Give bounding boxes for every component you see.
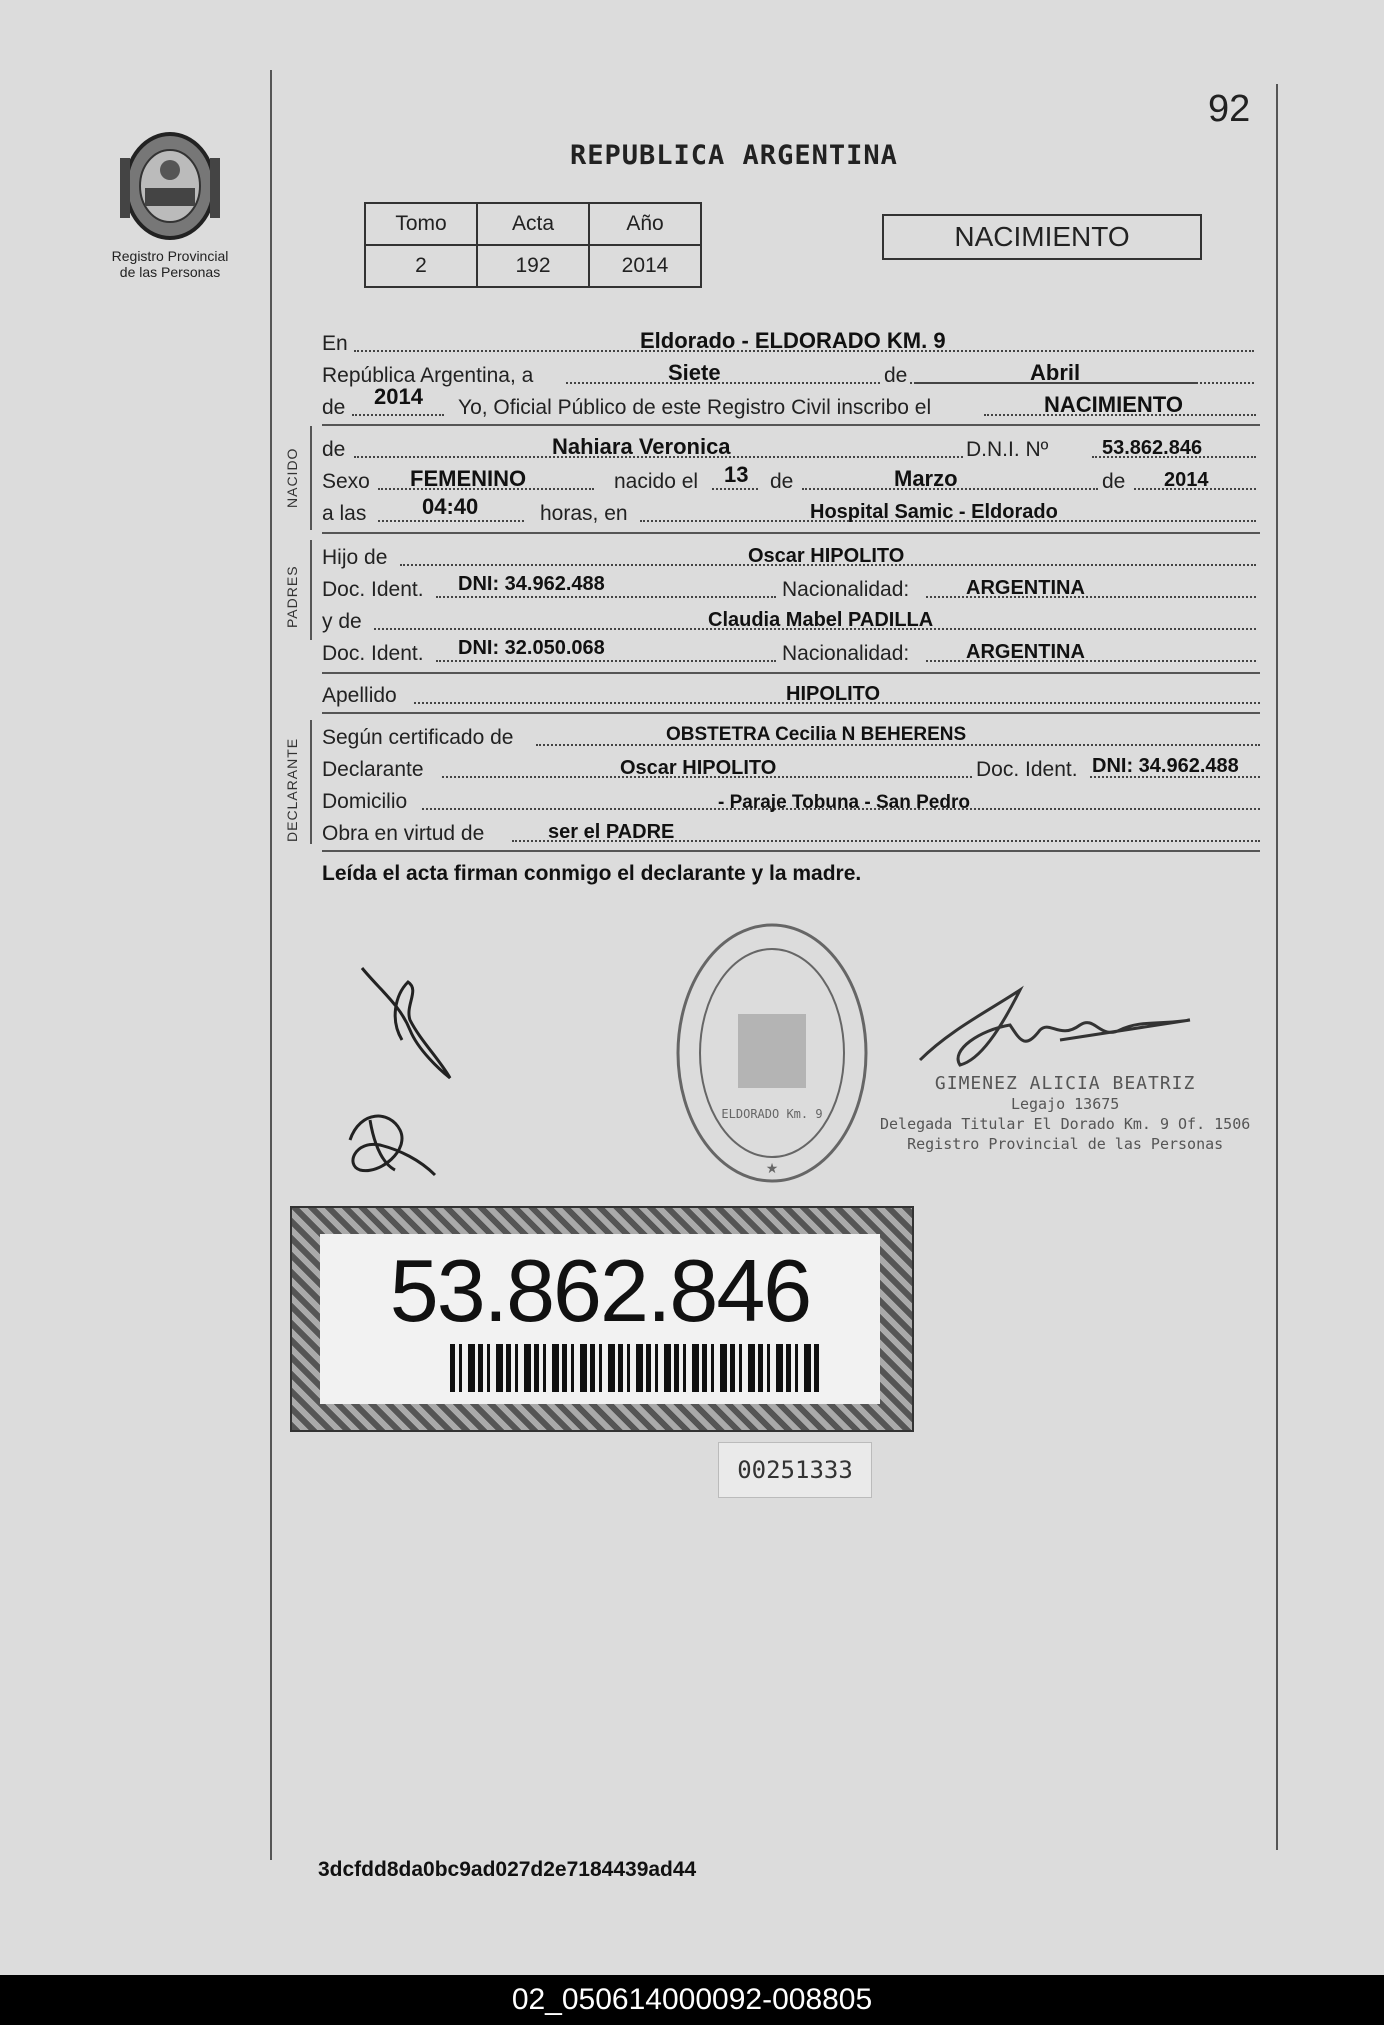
serial-number: 00251333 bbox=[718, 1442, 872, 1498]
hijo-label: Hijo de bbox=[322, 546, 388, 569]
mother-nat-label: Nacionalidad: bbox=[782, 642, 910, 665]
dni-sticker-number: 53.862.846 bbox=[389, 1241, 811, 1340]
logo-caption-2: de las Personas bbox=[119, 264, 221, 280]
year-prefix: de bbox=[322, 396, 346, 419]
de3-label: de bbox=[1102, 470, 1126, 493]
line-sex-birth bbox=[322, 464, 1256, 496]
line-mother bbox=[322, 604, 1256, 636]
mother-doc-label: Doc. Ident. bbox=[322, 642, 424, 665]
record-table bbox=[364, 202, 702, 288]
mother-signature-icon bbox=[340, 1100, 440, 1190]
registry-logo bbox=[100, 118, 240, 298]
line-father-doc bbox=[322, 572, 1256, 604]
registration-year: 2014 bbox=[374, 384, 423, 409]
closing-statement: Leída el acta firman conmigo el declarante y la madre. bbox=[322, 862, 862, 885]
declarant-doc: DNI: 34.962.488 bbox=[1092, 755, 1239, 777]
footer-code: 02_050614000092-008805 bbox=[0, 1975, 1384, 2025]
dni-sticker bbox=[290, 1206, 914, 1432]
declarante-label: Declarante bbox=[322, 758, 424, 781]
mother-doc: DNI: 32.050.068 bbox=[458, 637, 605, 659]
acta-header: Acta bbox=[477, 203, 589, 245]
de2-label: de bbox=[770, 470, 794, 493]
page-number: 92 bbox=[1208, 88, 1251, 130]
official-org: Registro Provincial de las Personas bbox=[907, 1135, 1224, 1153]
right-margin-line bbox=[1276, 84, 1278, 1850]
line-reason bbox=[322, 816, 1260, 848]
father-name: Oscar HIPOLITO bbox=[748, 545, 905, 567]
apellido-label: Apellido bbox=[322, 684, 397, 707]
line-newborn-name bbox=[322, 432, 1256, 464]
line-time-place bbox=[322, 496, 1256, 528]
birth-place: Hospital Samic - Eldorado bbox=[810, 501, 1058, 523]
name-label: de bbox=[322, 438, 346, 461]
newborn-name: Nahiara Veronica bbox=[552, 434, 731, 459]
surname: HIPOLITO bbox=[786, 683, 881, 705]
declarant-signature-icon bbox=[350, 960, 460, 1090]
father-nat-label: Nacionalidad: bbox=[782, 578, 910, 601]
section-padres: PADRES bbox=[284, 565, 300, 628]
line-statement bbox=[322, 384, 1256, 422]
obra-label: Obra en virtud de bbox=[322, 822, 485, 845]
logo-caption-1: Registro Provincial bbox=[111, 248, 229, 264]
official-name: GIMENEZ ALICIA BEATRIZ bbox=[934, 1073, 1196, 1094]
newborn-sex: FEMENINO bbox=[410, 466, 527, 491]
horas-label: horas, en bbox=[540, 502, 628, 525]
line-mother-doc bbox=[322, 636, 1256, 668]
tomo-value: 2 bbox=[365, 245, 477, 287]
line-declarant bbox=[322, 752, 1260, 784]
barcode-icon bbox=[450, 1344, 820, 1392]
birth-month: Marzo bbox=[894, 466, 958, 491]
sexo-label: Sexo bbox=[322, 470, 370, 493]
record-type-box: NACIMIENTO bbox=[882, 214, 1202, 260]
tomo-header: Tomo bbox=[365, 203, 477, 245]
line-address bbox=[322, 784, 1260, 816]
line-surname bbox=[322, 678, 1260, 710]
registration-place: Eldorado - ELDORADO KM. 9 bbox=[640, 328, 946, 353]
line-date bbox=[322, 358, 1254, 390]
document-title: REPUBLICA ARGENTINA bbox=[570, 140, 898, 171]
line-place bbox=[322, 326, 1254, 358]
line-certificate bbox=[322, 720, 1260, 752]
de-label: de bbox=[884, 364, 908, 387]
svg-text:★: ★ bbox=[765, 1160, 779, 1176]
official-signature-block bbox=[880, 1074, 1250, 1154]
registration-day: Siete bbox=[668, 360, 721, 385]
official-signature-icon bbox=[910, 970, 1210, 1080]
stamp-center-text: ELDORADO Km. 9 bbox=[721, 1107, 823, 1121]
domicilio-label: Domicilio bbox=[322, 790, 408, 813]
certificate-issuer: OBSTETRA Cecilia N BEHERENS bbox=[666, 724, 967, 745]
declarant-address: - Paraje Tobuna - San Pedro bbox=[718, 792, 970, 813]
anio-header: Año bbox=[589, 203, 701, 245]
father-nationality: ARGENTINA bbox=[966, 577, 1085, 599]
left-margin-line bbox=[270, 70, 272, 1860]
dni-label: D.N.I. Nº bbox=[966, 438, 1049, 461]
line-father bbox=[322, 540, 1256, 572]
mother-nationality: ARGENTINA bbox=[966, 641, 1085, 663]
anio-value: 2014 bbox=[589, 245, 701, 287]
republica-label: República Argentina, a bbox=[322, 364, 534, 387]
acta-value: 192 bbox=[477, 245, 589, 287]
nacido-label: nacido el bbox=[614, 470, 699, 493]
yde-label: y de bbox=[322, 610, 362, 633]
statement-text: Yo, Oficial Público de este Registro Civil inscribo el bbox=[458, 396, 932, 419]
declarant-doc-label: Doc. Ident. bbox=[976, 758, 1078, 781]
father-doc: DNI: 34.962.488 bbox=[458, 573, 605, 595]
section-nacido: NACIDO bbox=[284, 447, 300, 508]
alas-label: a las bbox=[322, 502, 367, 525]
province-emblem-icon bbox=[115, 118, 225, 248]
section-declarante: DECLARANTE bbox=[284, 737, 300, 842]
birth-year: 2014 bbox=[1164, 469, 1209, 491]
official-legajo: Legajo 13675 bbox=[1010, 1095, 1120, 1113]
en-label: En bbox=[322, 332, 348, 355]
official-stamp-icon bbox=[672, 918, 872, 1188]
birth-time: 04:40 bbox=[422, 494, 479, 519]
official-role: Delegada Titular El Dorado Km. 9 Of. 1506 bbox=[880, 1115, 1251, 1133]
declarant-name: Oscar HIPOLITO bbox=[620, 757, 777, 779]
act-type: NACIMIENTO bbox=[1044, 392, 1183, 417]
newborn-dni: 53.862.846 bbox=[1102, 437, 1203, 459]
declarant-reason: ser el PADRE bbox=[548, 821, 675, 843]
registration-month: Abril bbox=[1030, 360, 1081, 385]
cert-label: Según certificado de bbox=[322, 726, 514, 749]
document-hash: 3dcfdd8da0bc9ad027d2e7184439ad44 bbox=[318, 1858, 697, 1881]
father-doc-label: Doc. Ident. bbox=[322, 578, 424, 601]
mother-name: Claudia Mabel PADILLA bbox=[708, 609, 934, 631]
birth-day: 13 bbox=[724, 462, 749, 487]
